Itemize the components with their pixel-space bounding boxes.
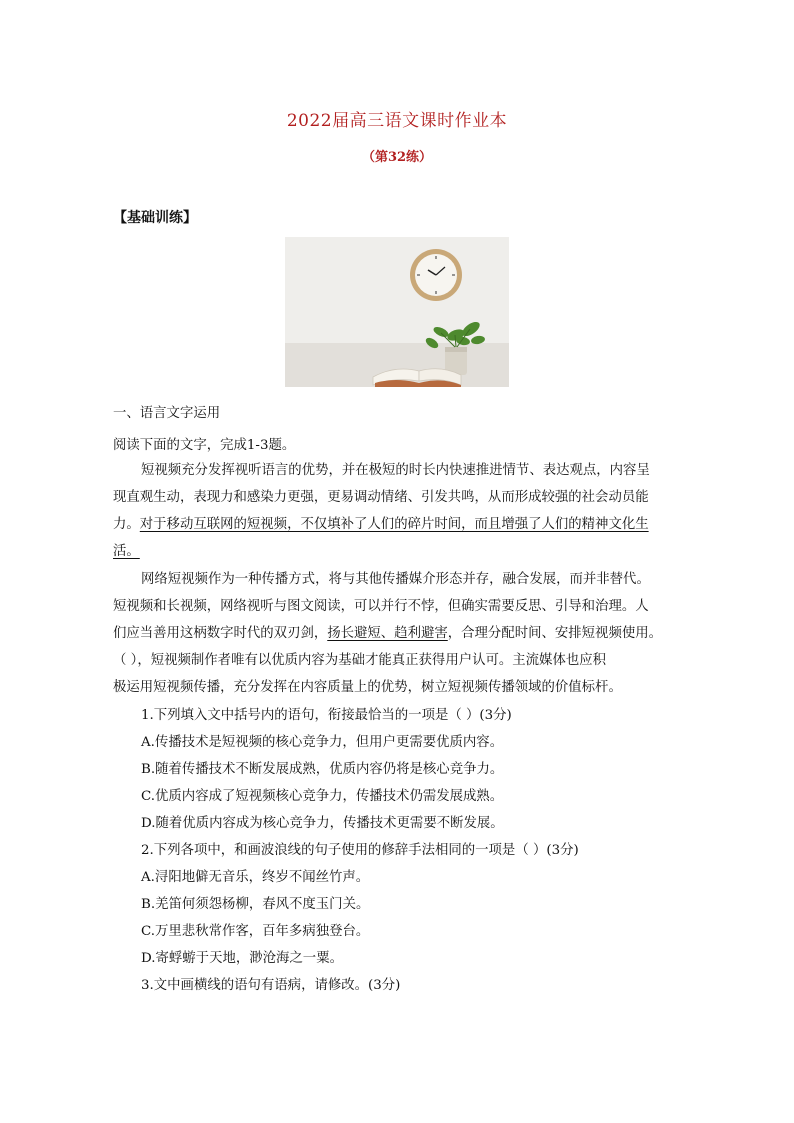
clock-plant-photo	[285, 237, 509, 387]
question-1-option-b: B.随着传播技术不断发展成熟，优质内容仍将是核心竞争力。	[141, 762, 504, 777]
wavy-underlined-phrase: 扬长避短、趋利避害	[327, 626, 448, 641]
section-label: 【基础训练】	[113, 210, 197, 226]
photo-illustration	[285, 237, 509, 387]
part-heading: 一、语言文字运用	[113, 406, 221, 421]
question-2-option-a: A.浔阳地僻无音乐，终岁不闻丝竹声。	[141, 870, 370, 885]
passage-line: 短视频充分发挥视听语言的优势，并在极短的时长内快速推进情节、表达观点，内容呈	[141, 463, 650, 478]
passage-text: 们应当善用这柄数字时代的双刃剑，	[113, 626, 328, 641]
underlined-sentence-end: 活。	[113, 544, 140, 559]
passage-line: 现直观生动，表现力和感染力更强，更易调动情绪、引发共鸣，从而形成较强的社会动员能	[113, 490, 649, 505]
passage-line	[113, 624, 662, 644]
passage-line: 极运用短视频传播，充分发挥在内容质量上的优势，树立短视频传播领域的价值标杆。	[113, 680, 622, 695]
question-2: 2.下列各项中，和画波浪线的句子使用的修辞手法相同的一项是（ ）(3分)	[141, 843, 579, 858]
question-2-option-d: D.寄蜉蝣于天地，渺沧海之一粟。	[141, 951, 343, 966]
question-2-option-c: C.万里悲秋常作客，百年多病独登台。	[141, 924, 370, 939]
underlined-sentence: 对于移动互联网的短视频，不仅填补了人们的碎片时间，而且增强了人们的精神文化生	[139, 517, 649, 532]
document-subtitle: （第32练）	[361, 150, 433, 165]
instruction-text: 阅读下面的文字，完成1-3题。	[113, 438, 296, 453]
question-2-option-b: B.羌笛何须怨杨柳，春风不度玉门关。	[141, 897, 370, 912]
passage-line	[113, 515, 649, 535]
passage-text: 力。	[113, 517, 140, 532]
passage-text: ，合理分配时间、安排短视频使用。	[447, 626, 663, 641]
passage-line: 网络短视频作为一种传播方式，将与其他传播媒介形态并存，融合发展，而并非替代。	[141, 572, 650, 587]
passage-line: （ ），短视频制作者唯有以优质内容为基础才能真正获得用户认可。主流媒体也应积	[113, 653, 607, 668]
document-title: 2022届高三语文课时作业本	[286, 111, 508, 131]
question-1-option-a: A.传播技术是短视频的核心竞争力，但用户更需要优质内容。	[141, 735, 504, 750]
question-1: 1.下列填入文中括号内的语句，衔接最恰当的一项是（ ）(3分)	[141, 708, 512, 723]
passage-line: 短视频和长视频，网络视听与图文阅读，可以并行不悖，但确实需要反思、引导和治理。人	[113, 599, 649, 614]
question-3: 3.文中画横线的语句有语病，请修改。(3分)	[141, 978, 401, 993]
question-1-option-d: D.随着优质内容成为核心竞争力，传播技术更需要不断发展。	[141, 816, 504, 831]
question-1-option-c: C.优质内容成了短视频核心竞争力，传播技术仍需发展成熟。	[141, 789, 504, 804]
